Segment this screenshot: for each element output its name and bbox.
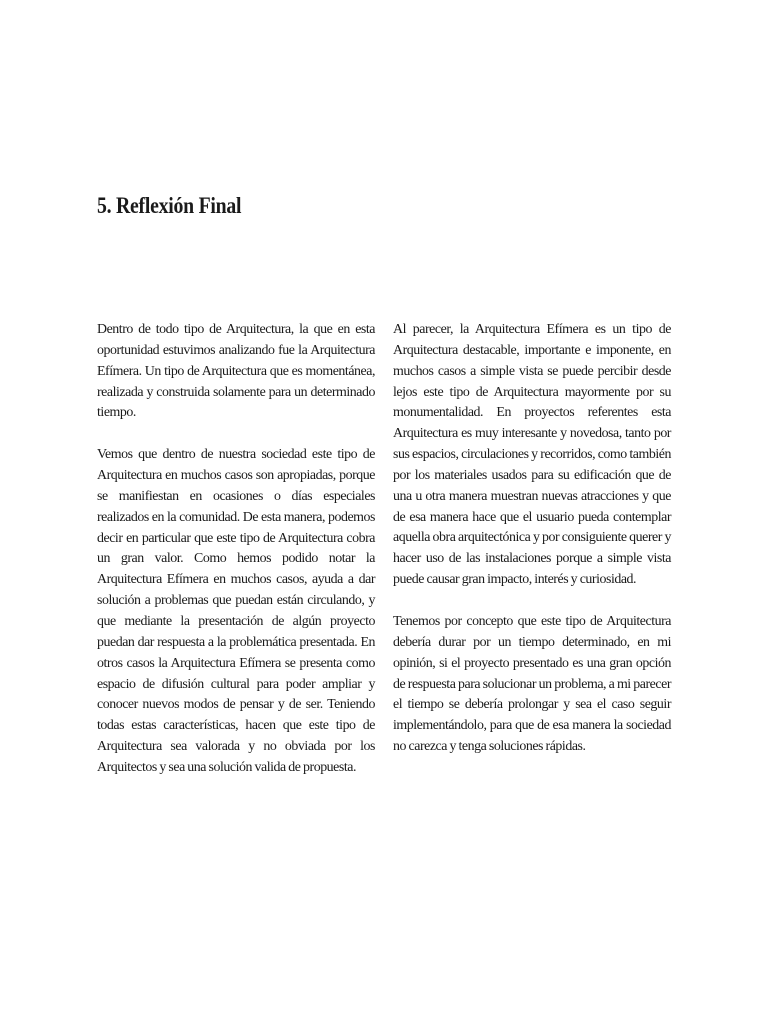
right-column [393, 320, 671, 758]
section-title: 5. Reflexión Final [97, 193, 242, 218]
left-column [97, 320, 375, 779]
paragraph-duration: Tenemos por concepto que este tipo de Arquitectura debería durar por un tiempo determinado, en mi opinión, si el proyecto presentado es una gran opción de respuesta para solucionar un problema, a mi parecer el tiempo se debería prolongar y sea el caso seguir implementándolo, para que de esa manera la sociedad no carezca y tenga soluciones rápidas. [393, 613, 671, 755]
paragraph-society: Vemos que dentro de nuestra sociedad este tipo de Arquitectura en muchos casos son apropiadas, porque se manifiestan en ocasiones o días especiales realizados en la comunidad. De esta manera, podemos decir en particular que este tipo de Arquitectura cobra un gran valor. Como hemos podido notar la Arquitectura Efímera en muchos casos, ayuda a dar solución a problemas que puedan están circulando, y que mediante la presentación de algún proyecto puedan dar respuesta a la problemática presentada. En otros casos la Arquitectura Efímera se presenta como espacio de difusión cultural para poder ampliar y conocer nuevos modos de pensar y de ser. Teniendo todas estas características, hacen que este tipo de Arquitectura sea valorada y no obviada por los Arquitectos y sea una solución valida de propuesta. [97, 447, 375, 775]
paragraph-monumentality: Al parecer, la Arquitectura Efímera es un tipo de Arquitectura destacable, importante e imponente, en muchos casos a simple vista se puede percibir desde lejos este tipo de Arquitectura mayormente por su monumentalidad. En proyectos referentes esta Arquitectura es muy interesante y novedosa, tanto por sus espacios, circulaciones y recorridos, como también por los materiales usados para su edificación que de una u otra manera muestran nuevas atracciones y que de esa manera hace que el usuario pueda contemplar aquella obra arquitectónica y por consiguiente querer y hacer uso de las instalaciones porque a simple vista puede causar gran impacto, interés y curiosidad. [393, 322, 671, 588]
paragraph-intro: Dentro de todo tipo de Arquitectura, la que en esta oportunidad estuvimos analizando fue la Arquitectura Efímera. Un tipo de Arquitectura que es momentánea, realizada y construida solamente para un determinado tiempo. [97, 322, 375, 421]
